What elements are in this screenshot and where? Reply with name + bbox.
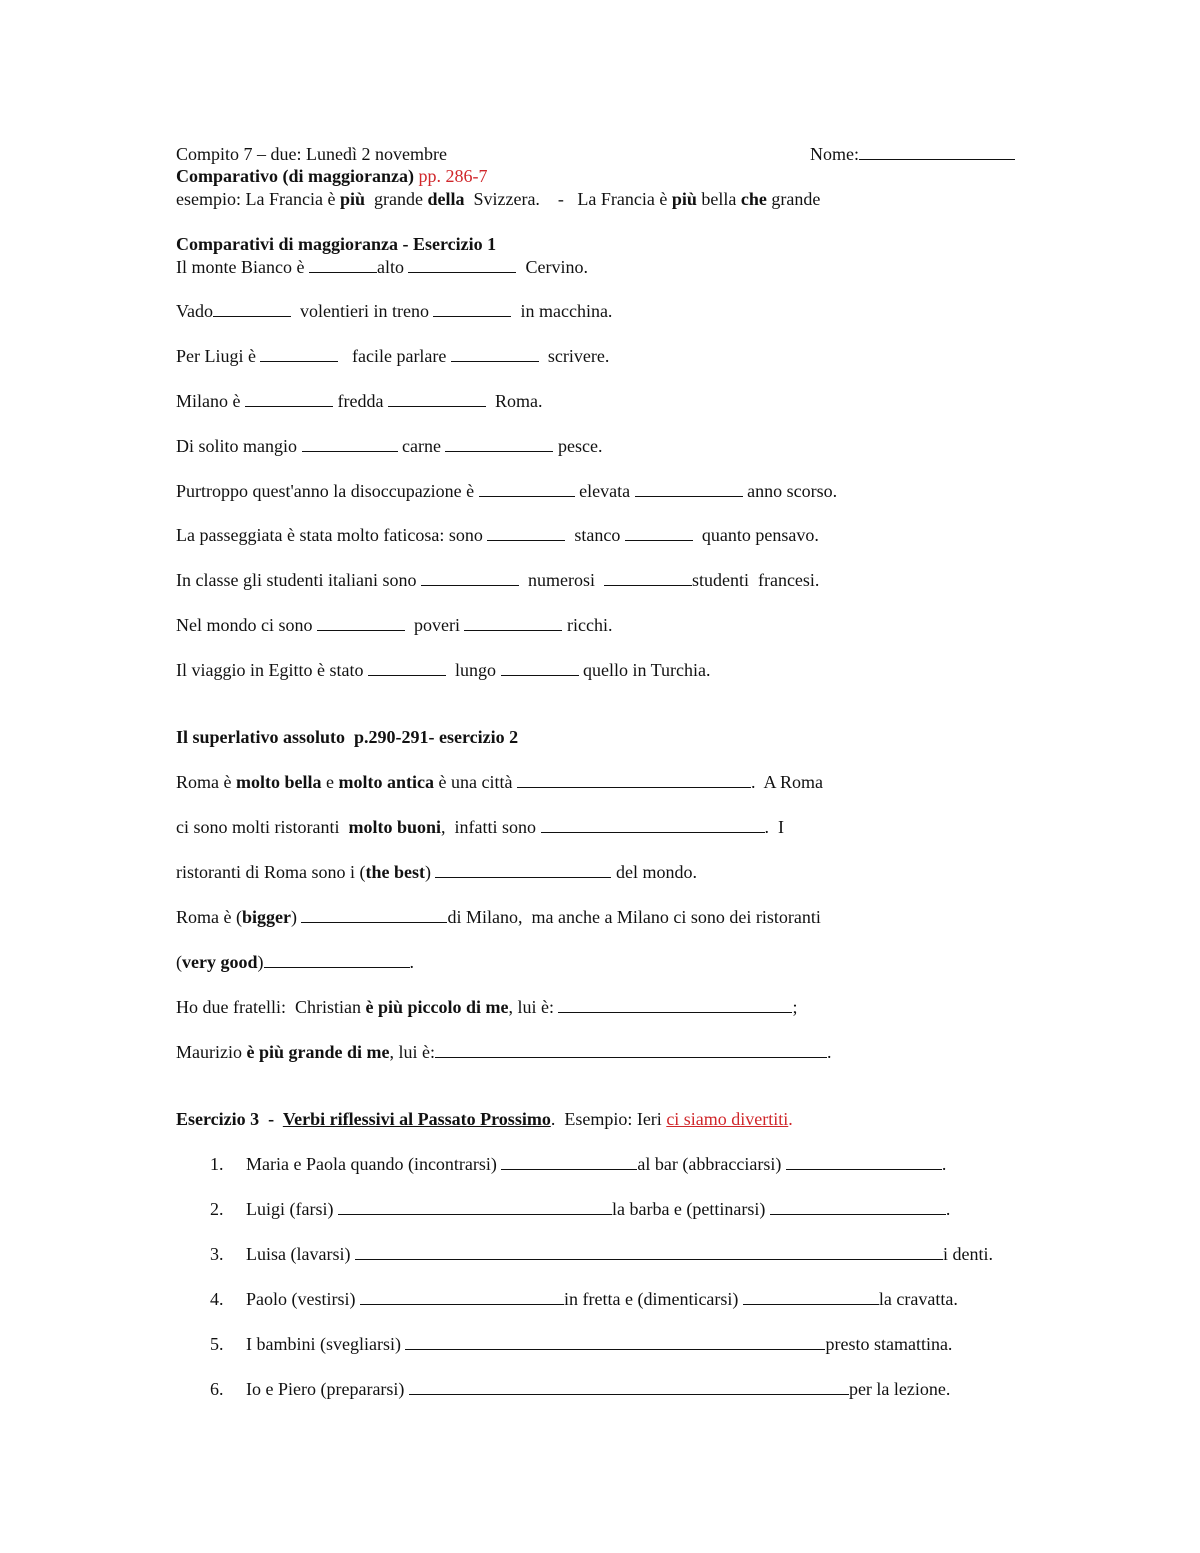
- answer-blank[interactable]: [309, 256, 377, 273]
- sentence-text: ricchi.: [562, 615, 613, 635]
- sentence-text: Il monte Bianco è: [176, 257, 309, 277]
- answer-blank[interactable]: [409, 1378, 849, 1395]
- example-bold: più: [339, 189, 365, 209]
- answer-blank[interactable]: [301, 906, 447, 923]
- ex3-item: [246, 1288, 958, 1310]
- answer-blank[interactable]: [405, 1333, 825, 1350]
- answer-blank[interactable]: [388, 390, 486, 407]
- sentence-text: In classe gli studenti italiani sono: [176, 570, 421, 590]
- name-blank[interactable]: [859, 143, 1015, 160]
- answer-blank[interactable]: [338, 1198, 612, 1215]
- item-number: 4.: [210, 1289, 224, 1309]
- sentence-text: Il viaggio in Egitto è stato: [176, 660, 368, 680]
- sentence-text: di Milano, ma anche a Milano ci sono dei ristoranti: [447, 907, 821, 927]
- sentence-text: numerosi: [518, 570, 604, 590]
- sentence-text: è una città: [433, 772, 517, 792]
- ex3-item: [246, 1243, 993, 1265]
- sentence-text: Nel mondo ci sono: [176, 615, 317, 635]
- item-number: 5.: [210, 1334, 224, 1354]
- ex3-item: [246, 1198, 950, 1220]
- item-text: .: [945, 1199, 951, 1219]
- ex2-line: [176, 1041, 832, 1063]
- sentence-text: Roma è (: [176, 907, 242, 927]
- answer-blank[interactable]: [541, 816, 765, 833]
- sentence-text: , lui è:: [389, 1042, 435, 1062]
- sentence-text: elevata: [574, 481, 635, 501]
- bold-phrase: molto antica: [338, 772, 434, 792]
- answer-blank[interactable]: [464, 614, 562, 631]
- item-text: in fretta e (dimenticarsi): [564, 1289, 743, 1309]
- example-text: esempio: La Francia è: [176, 189, 340, 209]
- answer-blank[interactable]: [604, 569, 692, 586]
- exercise-2-title: Il superlativo assoluto p.290-291- esercizio 2: [176, 727, 519, 747]
- answer-blank[interactable]: [360, 1288, 564, 1305]
- sentence-text: quanto pensavo.: [692, 525, 819, 545]
- item-text: I bambini (svegliarsi): [246, 1334, 406, 1354]
- answer-blank[interactable]: [264, 951, 410, 968]
- sentence-text: Roma.: [485, 391, 543, 411]
- sentence-text: facile parlare: [338, 346, 451, 366]
- example-answer: ci siamo divertiti: [666, 1109, 789, 1129]
- example-text: bella: [696, 189, 741, 209]
- bold-phrase: molto buoni: [348, 817, 442, 837]
- answer-blank[interactable]: [445, 435, 553, 452]
- answer-blank[interactable]: [245, 390, 333, 407]
- sentence-text: fredda: [333, 391, 388, 411]
- answer-blank[interactable]: [355, 1243, 943, 1260]
- sentence-text: , lui è:: [508, 997, 559, 1017]
- bold-phrase: è più grande di me: [246, 1042, 390, 1062]
- item-text: .: [941, 1154, 947, 1174]
- answer-blank[interactable]: [433, 300, 511, 317]
- sentence-text: alto: [376, 257, 409, 277]
- sentence-text: Di solito mangio: [176, 436, 302, 456]
- bold-phrase: molto bella: [236, 772, 322, 792]
- sentence-text: quello in Turchia.: [578, 660, 711, 680]
- sentence-text: ): [290, 907, 302, 927]
- answer-blank[interactable]: [302, 435, 398, 452]
- sentence-text: .: [827, 1042, 832, 1062]
- name-label: Nome:: [810, 144, 859, 164]
- sentence-text: scrivere.: [538, 346, 610, 366]
- ex2-line: [176, 996, 797, 1018]
- sentence-text: Roma è: [176, 772, 236, 792]
- sentence-text: studenti francesi.: [691, 570, 820, 590]
- answer-blank[interactable]: [408, 256, 516, 273]
- item-text: Io e Piero (prepararsi): [246, 1379, 409, 1399]
- ex2-line: [176, 771, 823, 793]
- ex1-sentence: [176, 569, 819, 591]
- sentence-text: (: [176, 952, 182, 972]
- example-line: [176, 188, 820, 210]
- exercise-3-title: Esercizio 3: [176, 1109, 260, 1129]
- name-field: [810, 143, 1015, 165]
- ex2-line: [176, 861, 697, 883]
- item-number: 3.: [210, 1244, 224, 1264]
- sentence-text: Purtroppo quest'anno la disoccupazione è: [176, 481, 479, 501]
- example-text: grande: [766, 189, 821, 209]
- ex2-line: [176, 951, 414, 973]
- sentence-text: ;: [792, 997, 798, 1017]
- answer-blank[interactable]: [743, 1288, 879, 1305]
- example-text: Svizzera. - La Francia è: [464, 189, 672, 209]
- sentence-text: Milano è: [176, 391, 245, 411]
- example-label: . Esempio: Ieri: [550, 1109, 667, 1129]
- ex1-sentence: [176, 345, 609, 367]
- answer-blank[interactable]: [368, 659, 446, 676]
- sentence-text: anno scorso.: [742, 481, 838, 501]
- sentence-text: del mondo.: [611, 862, 697, 882]
- answer-blank[interactable]: [501, 1153, 637, 1170]
- ex1-sentence: [176, 480, 837, 502]
- ex1-sentence: [176, 614, 612, 636]
- answer-blank[interactable]: [558, 996, 792, 1013]
- answer-blank[interactable]: [487, 524, 565, 541]
- answer-blank[interactable]: [517, 771, 751, 788]
- sentence-text: volentieri in treno: [291, 301, 434, 321]
- ex1-sentence: [176, 524, 819, 546]
- example-bold: della: [427, 189, 465, 209]
- answer-blank[interactable]: [421, 569, 519, 586]
- answer-blank[interactable]: [435, 861, 611, 878]
- sentence-text: Cervino.: [516, 257, 588, 277]
- section-title: Comparativo (di maggioranza): [176, 166, 414, 186]
- sentence-text: ci sono molti ristoranti: [176, 817, 349, 837]
- sentence-text: Ho due fratelli: Christian: [176, 997, 366, 1017]
- item-text: presto stamattina.: [825, 1334, 953, 1354]
- sentence-text: carne: [397, 436, 446, 456]
- ex1-sentence: [176, 256, 588, 278]
- ex1-sentence: [176, 390, 542, 412]
- ex3-item: [246, 1378, 950, 1400]
- sentence-text: , infatti sono: [441, 817, 541, 837]
- answer-blank[interactable]: [479, 480, 575, 497]
- ex3-item: [246, 1153, 946, 1175]
- sentence-text: pesce.: [553, 436, 603, 456]
- sentence-text: ): [424, 862, 436, 882]
- assignment-title: Compito 7 – due: Lunedì 2 novembre: [176, 144, 447, 164]
- section-heading: [176, 165, 487, 187]
- sentence-text: . I: [764, 817, 785, 837]
- ex1-sentence: [176, 659, 711, 681]
- ex1-sentence: [176, 435, 602, 457]
- answer-blank[interactable]: [786, 1153, 942, 1170]
- ex1-sentence: [176, 300, 612, 322]
- item-text: Maria e Paola quando (incontrarsi): [246, 1154, 502, 1174]
- sentence-text: ): [257, 952, 264, 972]
- answer-blank[interactable]: [317, 614, 405, 631]
- bold-phrase: è più piccolo di me: [365, 997, 509, 1017]
- item-number: 1.: [210, 1154, 224, 1174]
- item-text: al bar (abbracciarsi): [637, 1154, 786, 1174]
- example-bold: che: [740, 189, 767, 209]
- sentence-text: Per Liugi è: [176, 346, 261, 366]
- sentence-text: Vado: [176, 301, 213, 321]
- sentence-text: lungo: [445, 660, 501, 680]
- item-text: la barba e (pettinarsi): [611, 1199, 770, 1219]
- exercise-1-title: Comparativi di maggioranza - Esercizio 1: [176, 234, 497, 254]
- item-text: Paolo (vestirsi): [246, 1289, 360, 1309]
- sentence-text: ristoranti di Roma sono i (: [176, 862, 366, 882]
- sentence-text: stanco: [565, 525, 625, 545]
- section-pages: pp. 286-7: [418, 166, 488, 186]
- item-number: 6.: [210, 1379, 224, 1399]
- item-text: i denti.: [942, 1244, 993, 1264]
- answer-blank[interactable]: [435, 1041, 827, 1058]
- example-bold: più: [671, 189, 697, 209]
- answer-blank[interactable]: [213, 300, 291, 317]
- answer-blank[interactable]: [625, 524, 693, 541]
- item-number: 2.: [210, 1199, 224, 1219]
- exercise-3-heading: [176, 1108, 793, 1130]
- sentence-text: .: [409, 952, 414, 972]
- item-text: Luisa (lavarsi): [246, 1244, 355, 1264]
- heading-dash: -: [259, 1109, 283, 1129]
- bold-phrase: bigger: [241, 907, 291, 927]
- ex2-line: [176, 816, 784, 838]
- ex2-line: [176, 906, 821, 928]
- item-text: la cravatta.: [878, 1289, 958, 1309]
- item-text: Luigi (farsi): [246, 1199, 338, 1219]
- sentence-text: La passeggiata è stata molto faticosa: sono: [176, 525, 488, 545]
- sentence-text: Maurizio: [176, 1042, 247, 1062]
- answer-blank[interactable]: [770, 1198, 946, 1215]
- sentence-text: poveri: [405, 615, 465, 635]
- sentence-text: . A Roma: [750, 772, 823, 792]
- bold-phrase: the best: [365, 862, 425, 882]
- answer-blank[interactable]: [501, 659, 579, 676]
- exercise-3-subtitle: Verbi riflessivi al Passato Prossimo: [282, 1109, 551, 1129]
- answer-blank[interactable]: [260, 345, 338, 362]
- answer-blank[interactable]: [635, 480, 743, 497]
- example-text: grande: [364, 189, 428, 209]
- example-end: .: [788, 1109, 793, 1129]
- answer-blank[interactable]: [451, 345, 539, 362]
- item-text: per la lezione.: [848, 1379, 951, 1399]
- sentence-text: in macchina.: [511, 301, 613, 321]
- ex3-item: [246, 1333, 952, 1355]
- bold-phrase: very good: [182, 952, 258, 972]
- sentence-text: e: [321, 772, 339, 792]
